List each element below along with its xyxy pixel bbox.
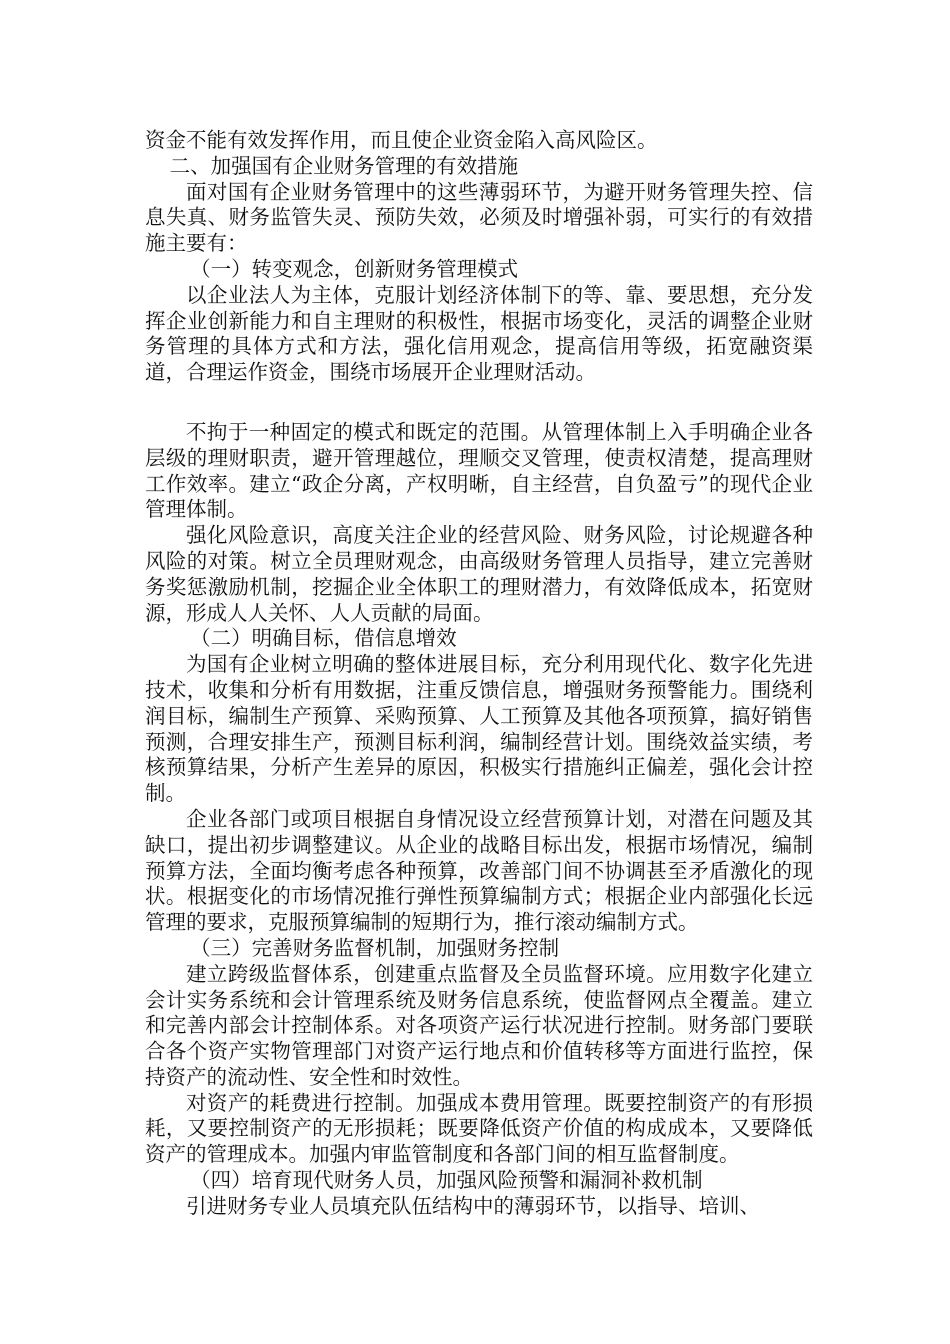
document-page bbox=[145, 128, 813, 1220]
subheading-1: （一）转变观念，创新财务管理模式 bbox=[190, 256, 519, 281]
paragraph-1a: 以企业法人为主体，克服计划经济体制下的等、靠、要思想，充分发挥企业创新能力和自主理财的积极性，根据市场变化，灵活的调整企业财务管理的具体方式和方法，强化信用观念，提高信用等级，拓宽融资渠道，合理运作资金，围绕市场展开企业理财活动。 bbox=[145, 282, 813, 385]
paragraph-1b: 不拘于一种固定的模式和既定的范围。从管理体制上入手明确企业各层级的理财职责，避开管理越位，理顺交叉管理，使责权清楚，提高理财工作效率。建立“政企分离，产权明晰，自主经营，自负盈亏”的现代企业管理体制。 bbox=[145, 419, 813, 522]
paragraph-2b: 企业各部门或项目根据自身情况设立经营预算计划，对潜在问题及其缺口，提出初步调整建议。从企业的战略目标出发，根据市场情况，编制预算方法，全面均衡考虑各种预算，改善部门间不协调甚至矛盾激化的现状。根据变化的市场情况推行弹性预算编制方式；根据企业内部强化长远管理的要求，克服预算编制的短期行为，推行滚动编制方式。 bbox=[145, 806, 813, 935]
paragraph-intro-continuation: 资金不能有效发挥作用，而且使企业资金陷入高风险区。 bbox=[145, 128, 658, 152]
paragraph-measures-intro: 面对国有企业财务管理中的这些薄弱环节，为避开财务管理失控、信息失真、财务监管失灵、预防失效，必须及时增强补弱，可实行的有效措施主要有： bbox=[145, 179, 813, 256]
paragraph-4a: 引进财务专业人员填充队伍结构中的薄弱环节，以指导、培训、 bbox=[186, 1193, 760, 1218]
paragraph-2a: 为国有企业树立明确的整体进展目标，充分利用现代化、数字化先进技术，收集和分析有用数据，注重反馈信息，增强财务预警能力。围绕利润目标，编制生产预算、采购预算、人工预算及其他各项预算，搞好销售预测，合理安排生产，预测目标利润，编制经营计划。围绕效益实绩，考核预算结果，分析产生差异的原因，积极实行措施纠正偏差，强化会计控制。 bbox=[145, 652, 813, 806]
subheading-2: （二）明确目标，借信息增效 bbox=[190, 626, 457, 651]
subheading-4: （四）培育现代财务人员，加强风险预警和漏洞补救机制 bbox=[190, 1168, 703, 1193]
paragraph-gap bbox=[145, 386, 813, 420]
paragraph-3a: 建立跨级监督体系，创建重点监督及全员监督环境。应用数字化建立会计实务系统和会计管理系统及财务信息系统，使监督网点全覆盖。建立和完善内部会计控制体系。对各项资产运行状况进行控制。财务部门要联合各个资产实物管理部门对资产运行地点和价值转移等方面进行监控，保持资产的流动性、安全性和时效性。 bbox=[145, 961, 813, 1089]
subheading-3: （三）完善财务监督机制，加强财务控制 bbox=[190, 935, 560, 960]
paragraph-3b: 对资产的耗费进行控制。加强成本费用管理。既要控制资产的有形损耗，又要控制资产的无形损耗；既要降低资产价值的构成成本，又要降低资产的管理成本。加强内审监管制度和各部门间的相互监督制度。 bbox=[145, 1090, 813, 1167]
paragraph-1c: 强化风险意识，高度关注企业的经营风险、财务风险，讨论规避各种风险的对策。树立全员理财观念，由高级财务管理人员指导，建立完善财务奖惩激励机制，挖掘企业全体职工的理财潜力，有效降低成本，拓宽财源，形成人人关怀、人人贡献的局面。 bbox=[145, 523, 813, 625]
section-heading-2: 二、加强国有企业财务管理的有效措施 bbox=[169, 153, 519, 178]
